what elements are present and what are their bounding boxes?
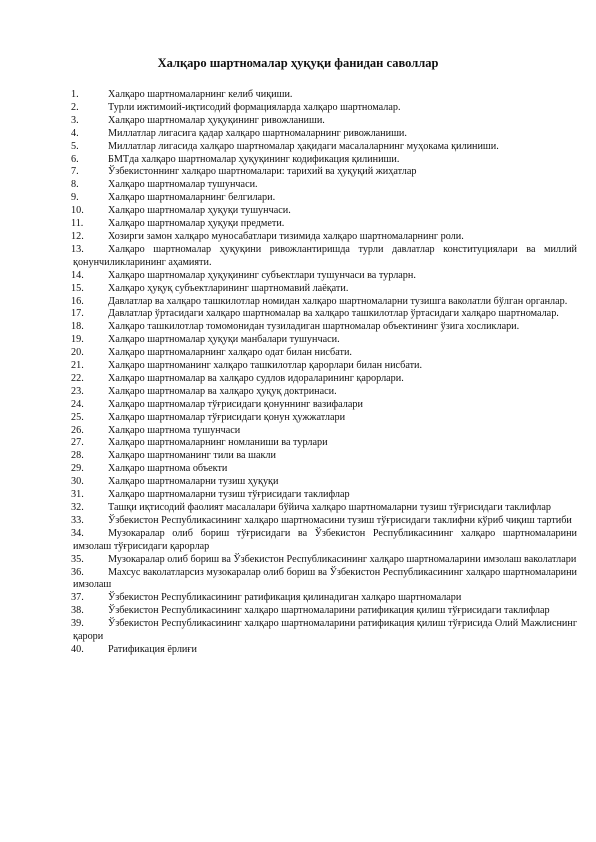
question-item	[73, 386, 577, 399]
question-item	[73, 308, 577, 321]
question-number: 39.	[71, 618, 84, 630]
question-text: Миллатлар лигасида халқаро шартномалар ҳақидаги масалаларнинг муҳокама қилиниши.	[108, 140, 499, 152]
question-item	[73, 102, 577, 115]
question-item	[73, 205, 577, 218]
question-number: 13.	[71, 243, 84, 255]
question-item	[73, 463, 577, 476]
question-text: Ўзбекистон Республикасининг халқаро шартномаларини ратификация қилиш тўғрисидаги таклифлар	[108, 605, 550, 617]
question-text: Турли ижтимоий-иқтисодий формацияларда халқаро шартномалар.	[108, 101, 401, 113]
question-item	[73, 450, 577, 463]
question-text: Халқаро шартномалар ҳуқуқи тушунчаси.	[108, 205, 291, 217]
question-number: 1.	[71, 89, 79, 100]
question-text: Ташқи иқтисодий фаолият масалалари бўйича халқаро шартномаларни тузиш тўғрисидаги таклифлар	[108, 502, 551, 513]
question-number: 5.	[71, 140, 79, 152]
question-item	[73, 360, 577, 373]
question-text: Халқаро шартномалар ҳуқуқи предмети.	[108, 218, 285, 230]
question-number: 19.	[71, 334, 84, 346]
question-number: 37.	[71, 592, 84, 604]
question-text: Ўзбекистон Республикасининг халқаро шартномаларини ратификация қилиш тўғрисида Олий Мажлиснинг қарори	[73, 618, 577, 643]
question-number: 11.	[71, 218, 84, 230]
question-text: Хозирги замон халқаро муносабатлари тизимида халқаро шартномаларнинг роли.	[108, 230, 464, 242]
question-item	[73, 128, 577, 141]
question-item	[73, 605, 577, 618]
question-item	[73, 489, 577, 502]
question-text: Халқаро шартноманинг тили ва шакли	[108, 450, 276, 462]
question-number: 25.	[71, 411, 84, 423]
question-item	[73, 554, 577, 567]
question-text: Халқаро шартномалар ва халқаро судлов идораларининг қарорлари.	[108, 372, 404, 384]
question-item	[73, 437, 577, 450]
question-text: Халқаро шартномалар ҳуқуқининг субъектлари тушунчаси ва турларн.	[108, 269, 416, 281]
question-text: Халқаро шартномалар ҳуқуқини ривожлантиришда турли давлатлар конституциялари ва миллий қонунчиликларининг аҳамияти.	[73, 243, 577, 268]
question-item	[73, 218, 577, 231]
question-item	[73, 515, 577, 528]
question-number: 21.	[71, 360, 84, 372]
question-text: Халқаро шартномалар тушунчаси.	[108, 179, 258, 191]
question-item	[73, 399, 577, 412]
question-text: Миллатлар лигасига қадар халқаро шартномаларнинг ривожланиши.	[108, 127, 407, 139]
question-number: 18.	[71, 321, 84, 333]
question-item	[73, 283, 577, 296]
question-item	[73, 528, 577, 554]
question-text: Давлатлар ва халқаро ташкилотлар номидан халқаро шартномаларни тузишга ваколатли бўлган органлар.	[108, 295, 568, 307]
question-number: 17.	[71, 308, 84, 320]
question-text: Ўзбекистон Республикасининг халқаро шартномасини тузиш тўғрисидаги таклифни кўриб чиқиш тартиби	[108, 514, 572, 526]
question-text: Халқаро ташкилотлар томомонидан тузиладиган шартномалар объектининг ўзига хосликлари.	[108, 321, 520, 333]
question-item	[73, 476, 577, 489]
question-item	[73, 567, 577, 593]
question-item	[73, 412, 577, 425]
question-text: Халқаро шартноманинг халқаро ташкилотлар қарорлари билан нисбати.	[108, 360, 423, 372]
question-text: Ўзбекистоннинг халқаро шартномалари: тарихий ва ҳуқуқий жиҳатлар	[108, 166, 417, 178]
question-item	[73, 166, 577, 179]
question-number: 36.	[71, 566, 84, 578]
question-number: 6.	[71, 153, 79, 165]
question-number: 30.	[71, 476, 84, 488]
question-text: Давлатлар ўртасидаги халқаро шартномалар ва халқаро ташкилотлар ўртасидаги халқаро шартномалар.	[108, 308, 559, 320]
question-number: 29.	[71, 463, 84, 475]
question-number: 2.	[71, 101, 79, 113]
question-item	[73, 347, 577, 360]
question-number: 40.	[71, 643, 84, 655]
question-item	[73, 321, 577, 334]
question-number: 24.	[71, 398, 84, 410]
question-text: Музокаралар олиб бориш тўғрисидаги ва Ўзбекистон Республикасининг халқаро шартномаларини имзолаш тўғрисидаги қарорлар	[73, 527, 577, 552]
question-item	[73, 334, 577, 347]
question-number: 23.	[71, 385, 84, 397]
question-number: 32.	[71, 502, 84, 513]
question-text: Халқаро шартномаларни тузиш ҳуқуқи	[108, 476, 279, 488]
question-text: Халқаро шартномаларни тузиш тўғрисидаги таклифлар	[108, 489, 350, 501]
question-text: Халқаро шартнома тушунчаси	[108, 424, 241, 436]
question-item	[73, 373, 577, 386]
question-item	[73, 192, 577, 205]
question-number: 3.	[71, 114, 79, 126]
question-number: 4.	[71, 127, 79, 139]
question-number: 22.	[71, 372, 84, 384]
question-text: Халқаро шартномалар ва халқаро ҳуқуқ доктринаси.	[108, 385, 337, 397]
question-list	[73, 89, 577, 657]
document-title: Халқаро шартномалар ҳуқуқи фанидан саволлар	[157, 56, 439, 70]
question-text: Халқаро шартномаларнинг келиб чиқиши.	[108, 89, 293, 100]
question-number: 15.	[71, 282, 84, 294]
question-item	[73, 115, 577, 128]
question-item	[73, 244, 577, 270]
question-item	[73, 270, 577, 283]
question-text: Халқаро шартномалар тўғрисидаги қонуннинг вазифалари	[108, 398, 363, 410]
question-text: Музокаралар олиб бориш ва Ўзбекистон Республикасининг халқаро шартномаларини имзолаш ваколатлари	[108, 553, 577, 565]
question-item	[73, 141, 577, 154]
question-number: 10.	[71, 205, 84, 217]
question-item	[73, 89, 577, 102]
question-text: Халқаро шартнома объекти	[108, 463, 228, 475]
question-text: БМТда халқаро шартномалар ҳуқуқининг кодификация қилиниши.	[108, 153, 400, 165]
question-number: 27.	[71, 437, 84, 449]
question-item	[73, 425, 577, 438]
question-number: 35.	[71, 553, 84, 565]
question-text: Ратификация ёрлиғи	[108, 643, 197, 655]
question-number: 16.	[71, 295, 84, 307]
question-number: 33.	[71, 514, 84, 526]
question-number: 28.	[71, 450, 84, 462]
question-text: Халқаро ҳуқуқ субъектларининг шартномавий лаёқати.	[108, 282, 349, 294]
question-item	[73, 644, 577, 657]
question-item	[73, 592, 577, 605]
question-text: Халқаро шартномаларнинг халқаро одат билан нисбати.	[108, 347, 352, 359]
question-text: Халқаро шартномаларнинг номланиши ва турлари	[108, 437, 328, 449]
question-number: 9.	[71, 192, 79, 204]
question-text: Халқаро шартномалар ҳуқуқи манбалари тушунчаси.	[108, 334, 340, 346]
question-number: 20.	[71, 347, 84, 359]
question-text: Халқаро шартномалар тўғрисидаги қонун ҳужжатлари	[108, 411, 346, 423]
question-number: 8.	[71, 179, 79, 191]
question-text: Ўзбекистон Республикасининг ратификация қилинадиган халқаро шартномалари	[108, 592, 462, 604]
question-item	[73, 618, 577, 644]
question-item	[73, 296, 577, 309]
question-item	[73, 179, 577, 192]
question-number: 38.	[71, 605, 84, 617]
question-number: 14.	[71, 269, 84, 281]
question-item	[73, 231, 577, 244]
question-item	[73, 154, 577, 167]
question-number: 26.	[71, 424, 84, 436]
question-text: Махсус ваколатларсиз музокаралар олиб бориш ва Ўзбекистон Республикасининг халқаро шартномаларини имзолаш	[73, 566, 577, 591]
question-number: 34.	[71, 527, 84, 539]
question-number: 12.	[71, 230, 84, 242]
question-number: 31.	[71, 489, 84, 501]
question-number: 7.	[71, 166, 79, 178]
question-item	[73, 502, 577, 515]
question-text: Халқаро шартномаларнинг белгилари.	[108, 192, 276, 204]
question-text: Халқаро шартномалар ҳуқуқининг ривожланиши.	[108, 114, 325, 126]
